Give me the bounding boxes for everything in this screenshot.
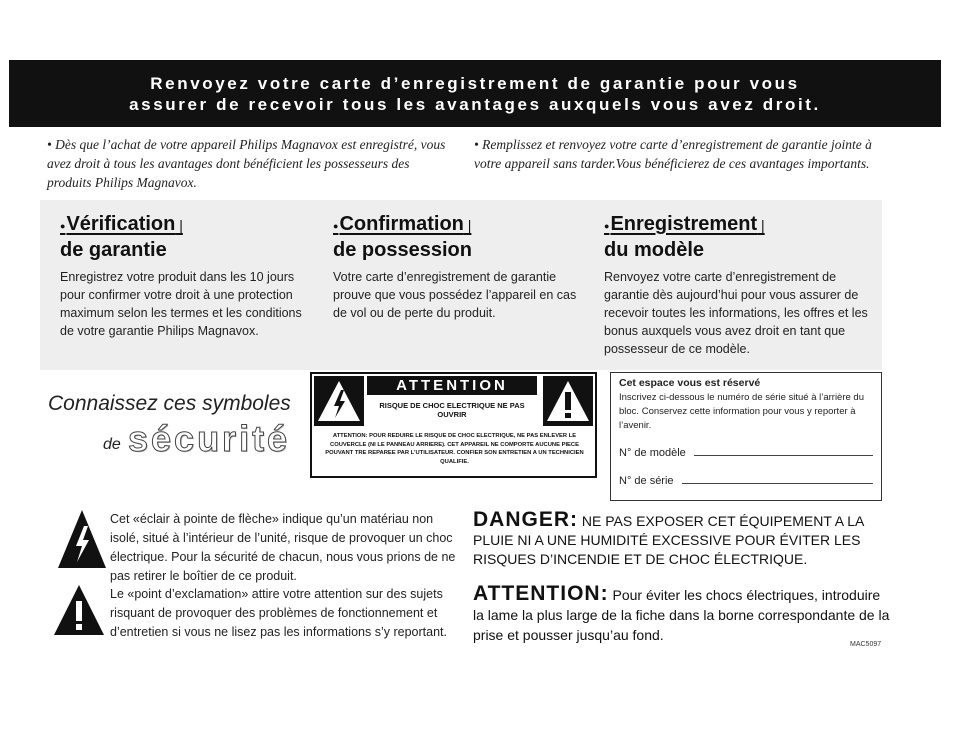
danger-text: NE PAS EXPOSER CET ÉQUIPEMENT A LA PLUIE NI A UNE HUMIDITÉ EXCESSIVE POUR ÉVITER LES RISQUES D’INCENDIE ET DE CHOC ÉLECTRIQUE. bbox=[473, 513, 864, 567]
serial-number-line bbox=[682, 483, 873, 484]
serial-number-field bbox=[619, 475, 873, 487]
attention-warning-text: ATTENTION: POUR REDUIRE LE RISQUE DE CHOC ELECTRIQUE, NE PAS ENLEVER LE COUVERCLE (NI LE PANNEAU ARRIERE). CET APPAREIL NE COMPORTE AUCUNE PIECE POUVANT TRE REPAREE PAR L’UTILISATEUR. CONFIER SON ENTRETIEN A UN TECHNICIEN QUALIFIE. bbox=[325, 433, 584, 465]
benefit-confirmation bbox=[333, 212, 591, 322]
attention-text: Pour éviter les chocs électriques, introduire la lame la plus large de la fiche dans la borne correspondante de la prise et pousser jusqu’au fond. bbox=[473, 587, 890, 643]
intro-left: • Dès que l’achat de votre appareil Philips Magnavox est enregistré, vous avez droit à tous les avantages dont bénéficient les possesseurs des produits Philips Magnavox. bbox=[47, 137, 446, 190]
symbols-de: de bbox=[103, 436, 121, 453]
benefit-enregistrement bbox=[604, 212, 872, 358]
exclamation-description: Le «point d’exclamation» attire votre attention sur des sujets risquant de provoquer des problèmes de fonctionnement et d’entretien si vous ne lisez pas les informations s’y reportant. bbox=[110, 587, 447, 639]
benefit-title-2: de possession bbox=[333, 239, 472, 261]
benefit-title-2: du modèle bbox=[604, 239, 705, 261]
serial-box-title: Cet espace vous est réservé bbox=[619, 377, 761, 389]
serial-box-desc: Inscrivez ci-dessous le numéro de série situé à l’arrière du bloc. Conservez cette information pour vous y reporter à l’avenir. bbox=[619, 392, 864, 431]
attention-header: ATTENTION bbox=[367, 376, 537, 395]
lightning-symbol-icon bbox=[58, 510, 106, 568]
symbols-title: Connaissez ces symboles bbox=[48, 392, 291, 415]
danger-notice bbox=[473, 510, 893, 569]
exclamation-symbol-icon bbox=[54, 585, 104, 635]
model-number-line bbox=[694, 455, 873, 456]
benefit-body: Renvoyez votre carte d’enregistrement de garantie dès aujourd’hui pour vous assurer de recevoir toutes les informations, les offres et les bonus auxquels vous avez droit en tant que possesseur de ce modèle. bbox=[604, 270, 868, 356]
lightning-description: Cet «éclair à pointe de flèche» indique qu’un matériau non isolé, situé à l’intérieur de l’unité, risque de provoquer un choc électrique. Pour la sécurité de chacun, nous vous prions de ne pas retirer le boîtier de ce produit. bbox=[110, 512, 456, 583]
symbols-securite: sécurité bbox=[128, 418, 291, 459]
benefit-body: Enregistrez votre produit dans les 10 jours pour confirmer votre droit à une protection maximum selon les termes et les conditions de votre garantie Philips Magnavox. bbox=[60, 270, 302, 338]
serial-box bbox=[610, 372, 882, 501]
banner-line-1: Renvoyez votre carte d’enregistrement de garantie pour vous bbox=[150, 73, 800, 93]
attention-label: ATTENTION: bbox=[473, 582, 609, 605]
model-number-label: N° de modèle bbox=[619, 447, 686, 459]
attention-risk: RISQUE DE CHOC ELECTRIQUE NE PAS OUVRIR bbox=[379, 401, 525, 419]
benefit-title-2: de garantie bbox=[60, 239, 167, 261]
model-number-field bbox=[619, 447, 873, 459]
lightning-warning-icon bbox=[314, 376, 364, 426]
benefit-title-1: ● Vérification | bbox=[60, 213, 183, 235]
attention-notice bbox=[473, 584, 893, 645]
benefit-title-1: ● Enregistrement | bbox=[604, 213, 765, 235]
benefit-body: Votre carte d’enregistrement de garantie prouve que vous possédez l’appareil en cas de vol ou de perte du produit. bbox=[333, 270, 577, 320]
header-banner bbox=[9, 60, 941, 127]
serial-number-label: N° de série bbox=[619, 475, 674, 487]
exclamation-warning-icon bbox=[543, 376, 593, 426]
intro-right: • Remplissez et renvoyez votre carte d’enregistrement de garantie jointe à votre appareil sans tarder.Vous bénéficierez de ces avantages importants. bbox=[474, 137, 872, 171]
danger-label: DANGER: bbox=[473, 508, 578, 531]
benefit-title-1: ● Confirmation | bbox=[333, 213, 471, 235]
document-code: MAC5097 bbox=[850, 641, 882, 648]
banner-line-2: assurer de recevoir tous les avantages auxquels vous avez droit. bbox=[129, 94, 821, 114]
attention-box bbox=[310, 372, 597, 478]
benefit-verification bbox=[60, 212, 305, 340]
